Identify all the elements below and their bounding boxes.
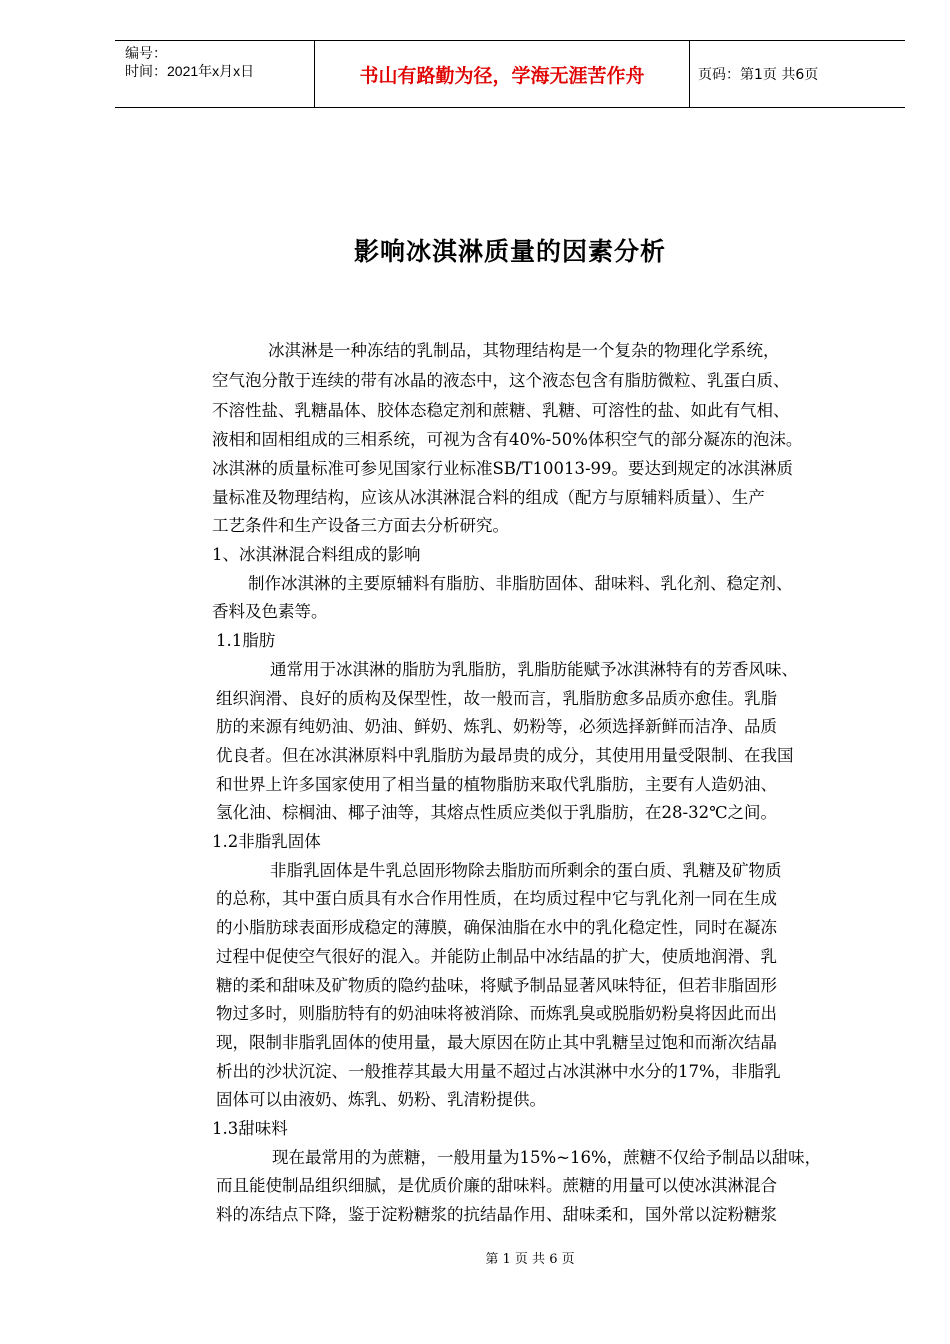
header-page-info: 页码：第1页 共6页 (698, 67, 819, 83)
subsection-heading: 1.2非脂乳固体 (212, 832, 321, 851)
page-footer: 第 1 页 共 6 页 (485, 1252, 575, 1267)
body-line: 量标准及物理结构，应该从冰淇淋混合料的组成（配方与原辅料质量）、生产 (212, 488, 765, 507)
body-line: 糖的柔和甜味及矿物质的隐约盐味，将赋予制品显著风味特征，但若非脂固形 (216, 976, 777, 995)
section-heading: 1、冰淇淋混合料组成的影响 (212, 545, 421, 564)
body-line: 析出的沙状沉淀、一般推荐其最大用量不超过占冰淇淋中水分的17%，非脂乳 (216, 1062, 781, 1081)
body-line: 过程中促使空气很好的混入。并能防止制品中冰结晶的扩大，使质地润滑、乳 (216, 947, 777, 966)
body-line: 氢化油、棕榈油、椰子油等，其熔点性质应类似于乳脂肪，在28-32℃之间。 (216, 803, 778, 822)
body-line: 香料及色素等。 (212, 602, 328, 621)
document-number-label: 编号： (125, 45, 167, 61)
body-line: 组织润滑、良好的质构及保型性，故一般而言，乳脂肪愈多品质亦愈佳。乳脂 (216, 689, 777, 708)
body-line: 冰淇淋是一种冻结的乳制品，其物理结构是一个复杂的物理化学系统， (268, 341, 780, 360)
header-info-cell (115, 41, 315, 107)
body-line: 料的冻结点下降，鉴于淀粉糖浆的抗结晶作用、甜味柔和，国外常以淀粉糖浆 (216, 1205, 777, 1224)
document-title: 影响冰淇淋质量的因素分析 (353, 237, 666, 266)
body-line: 通常用于冰淇淋的脂肪为乳脂肪，乳脂肪能赋予冰淇淋特有的芳香风味、 (270, 660, 798, 679)
body-line: 的总称，其中蛋白质具有水合作用性质，在均质过程中它与乳化剂一同在生成 (216, 889, 777, 908)
body-line: 空气泡分散于连续的带有冰晶的液态中，这个液态包含有脂肪微粒、乳蛋白质、 (212, 371, 790, 390)
body-line: 冰淇淋的质量标准可参见国家行业标准SB/T10013-99。要达到规定的冰淇淋质 (212, 459, 794, 478)
header-motto: 书山有路勤为径，学海无涯苦作舟 (315, 41, 690, 107)
body-line: 优良者。但在冰淇淋原料中乳脂肪为最昂贵的成分，其使用用量受限制、在我国 (216, 746, 794, 765)
body-line: 液相和固相组成的三相系统，可视为含有40%-50%体积空气的部分凝冻的泡沫。 (212, 430, 803, 449)
body-line: 非脂乳固体是牛乳总固形物除去脂肪而所剩余的蛋白质、乳糖及矿物质 (270, 861, 782, 880)
body-line: 工艺条件和生产设备三方面去分析研究。 (212, 516, 509, 535)
body-line: 和世界上许多国家使用了相当量的植物脂肪来取代乳脂肪，主要有人造奶油、 (216, 775, 777, 794)
subsection-heading: 1.1脂肪 (216, 631, 276, 650)
body-line: 现，限制非脂乳固体的使用量，最大原因在防止其中乳糖呈过饱和而渐次结晶 (216, 1033, 777, 1052)
body-line: 而且能使制品组织细腻，是优质价廉的甜味料。蔗糖的用量可以使冰淇淋混合 (216, 1176, 777, 1195)
body-line: 物过多时，则脂肪特有的奶油味将被消除、而炼乳臭或脱脂奶粉臭将因此而出 (216, 1004, 777, 1023)
page-header (115, 40, 905, 108)
body-line: 现在最常用的为蔗糖，一般用量为15%~16%，蔗糖不仅给予制品以甜味， (272, 1148, 822, 1167)
subsection-heading: 1.3甜味料 (212, 1119, 288, 1138)
body-line: 固体可以由液奶、炼乳、奶粉、乳清粉提供。 (216, 1090, 546, 1109)
body-line: 不溶性盐、乳糖晶体、胶体态稳定剂和蔗糖、乳糖、可溶性的盐、如此有气相、 (212, 401, 790, 420)
body-line: 的小脂肪球表面形成稳定的薄膜，确保油脂在水中的乳化稳定性，同时在凝冻 (216, 918, 777, 937)
document-time-label: 时间：2021年x月x日 (125, 63, 255, 79)
body-line: 制作冰淇淋的主要原辅料有脂肪、非脂肪固体、甜味料、乳化剂、稳定剂、 (248, 574, 793, 593)
body-line: 肪的来源有纯奶油、奶油、鲜奶、炼乳、奶粉等，必须选择新鲜而洁净、品质 (216, 717, 777, 736)
